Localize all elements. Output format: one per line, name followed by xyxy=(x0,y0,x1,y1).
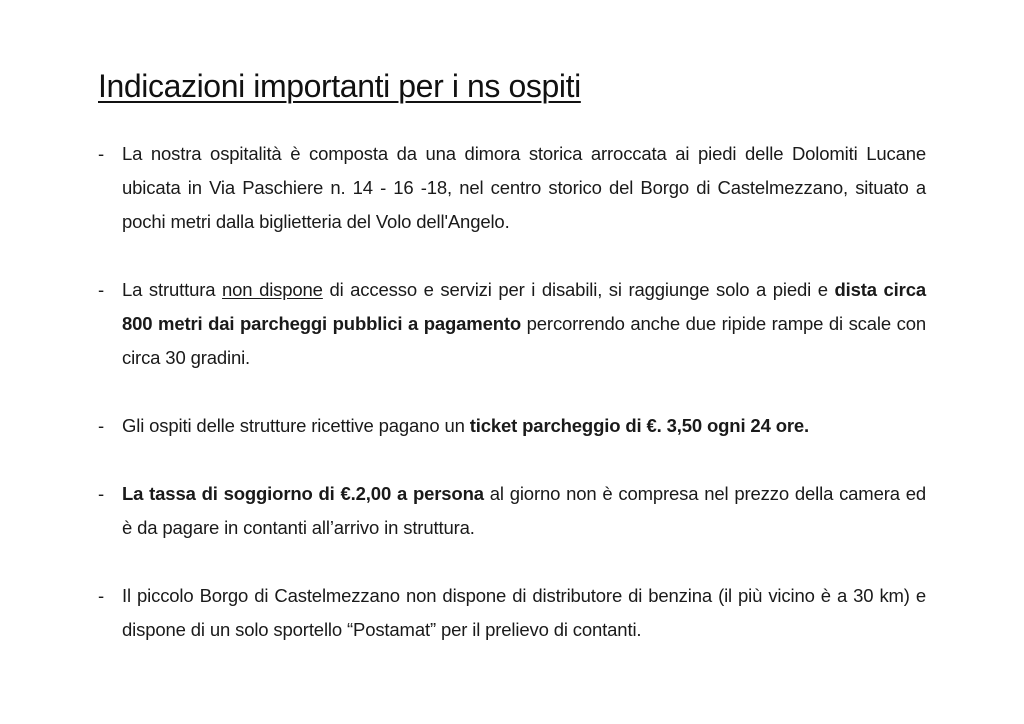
item-text xyxy=(122,579,926,647)
text-run: percorrendo anche due ripide rampe di scale con circa 30 gradini. xyxy=(122,313,926,368)
info-list xyxy=(98,137,926,681)
bullet-dash: - xyxy=(98,483,105,504)
bullet-dash: - xyxy=(98,415,105,436)
list-item-parking xyxy=(98,409,926,443)
list-item-services xyxy=(98,579,926,647)
text-run: Gli ospiti delle strutture ricettive pagano un xyxy=(122,415,470,436)
bullet-dash: - xyxy=(98,279,105,300)
text-run: La nostra ospitalità è composta da una dimora storica arroccata ai piedi delle Dolomiti Lucane ubicata in Via Paschiere n. 14 - 16 -18, nel centro storico del Borgo di Castelmezzano, situato a pochi metri dalla biglietteria del Volo dell'Angelo. xyxy=(122,143,926,232)
list-item-accessibility xyxy=(98,273,926,375)
text-run: di accesso e servizi per i disabili, si raggiunge solo a piedi e xyxy=(322,279,835,300)
item-text xyxy=(122,273,926,375)
text-run: La struttura xyxy=(122,279,223,300)
list-item-location xyxy=(98,137,926,239)
bold-text: ticket parcheggio di €. 3,50 ogni 24 ore. xyxy=(469,415,810,436)
item-text xyxy=(122,137,926,239)
bold-text: dista circa 800 metri dai parcheggi pubblici a pagamento xyxy=(122,279,926,334)
bold-text: La tassa di soggiorno di €.2,00 a persona xyxy=(122,483,484,504)
bullet-dash: - xyxy=(98,143,105,164)
page-title: Indicazioni importanti per i ns ospiti xyxy=(98,68,581,104)
text-run: Il piccolo Borgo di Castelmezzano non dispone di distributore di benzina (il più vicino è a 30 km) e dispone di un solo sportello “Postamat” per il prelievo di contanti. xyxy=(122,585,926,640)
underlined-text: non dispone xyxy=(222,279,323,300)
list-item-tourist-tax xyxy=(98,477,926,545)
bullet-dash: - xyxy=(98,585,105,606)
item-text xyxy=(122,409,926,443)
item-text xyxy=(122,477,926,545)
text-run: al giorno non è compresa nel prezzo della camera ed è da pagare in contanti all’arrivo in struttura. xyxy=(122,483,926,538)
